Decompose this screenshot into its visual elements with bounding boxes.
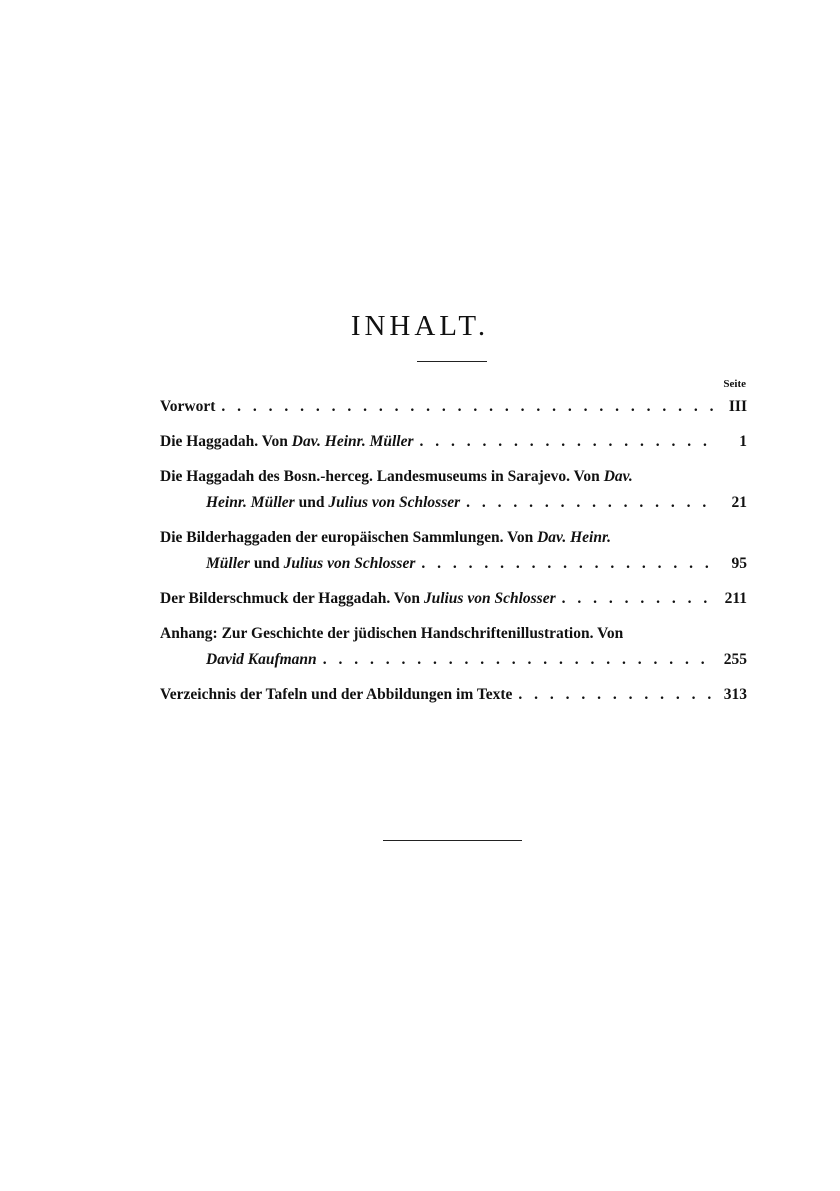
toc-entry [160, 682, 747, 708]
dot-leader [460, 490, 713, 516]
page-column-label: Seite [723, 378, 746, 390]
toc-entry [160, 621, 747, 673]
table-of-contents [160, 394, 747, 717]
author-name: Julius von Schlosser [423, 590, 556, 607]
toc-line [160, 464, 747, 490]
toc-line [160, 525, 747, 551]
toc-line [160, 394, 747, 420]
dot-leader [317, 647, 713, 673]
dot-leader [512, 682, 713, 708]
toc-line [160, 429, 747, 455]
page-number: 255 [723, 651, 747, 668]
toc-line [160, 490, 747, 516]
title-text: Der Bilderschmuck der Haggadah. Von [160, 590, 424, 607]
bottom-divider [383, 840, 522, 841]
toc-entry [160, 464, 747, 516]
toc-entry [160, 394, 747, 420]
toc-entry [160, 429, 747, 455]
author-name: Dav. Heinr. Müller [291, 433, 414, 450]
title-text: Vorwort [160, 398, 216, 415]
toc-line [160, 586, 747, 612]
page-number: 21 [731, 494, 747, 511]
title-divider [417, 361, 487, 362]
toc-entry-title [160, 682, 512, 708]
toc-entry [160, 586, 747, 612]
title-text: und [294, 494, 329, 511]
title-text: Die Bilderhaggaden der europäischen Sammlungen. Von [160, 529, 538, 546]
page-number: 95 [731, 555, 747, 572]
page-number: 313 [723, 686, 747, 703]
toc-line [160, 682, 747, 708]
author-name: Dav. [603, 468, 633, 485]
title-text: Verzeichnis der Tafeln und der Abbildungen im Texte [160, 686, 513, 703]
dot-leader [414, 429, 713, 455]
toc-entry-title [206, 551, 415, 577]
dot-leader [215, 394, 713, 420]
toc-line [160, 647, 747, 673]
toc-line [160, 621, 747, 647]
page-number: III [728, 398, 747, 415]
toc-entry [160, 525, 747, 577]
author-name: Dav. Heinr. [537, 529, 612, 546]
page-title: INHALT. [350, 310, 490, 342]
author-name: Julius von Schlosser [283, 555, 416, 572]
title-text: und [249, 555, 284, 572]
title-text: Anhang: Zur Geschichte der jüdischen Handschriftenillustration. Von [160, 625, 624, 642]
title-text: Die Haggadah des Bosn.-herceg. Landesmuseums in Sarajevo. Von [160, 468, 604, 485]
author-name: Heinr. Müller [206, 494, 295, 511]
toc-entry-title [160, 525, 611, 551]
toc-entry-title [160, 621, 623, 647]
author-name: Müller [206, 555, 250, 572]
toc-entry-title [160, 429, 414, 455]
title-text: Die Haggadah. Von [160, 433, 292, 450]
author-name: Julius von Schlosser [328, 494, 461, 511]
dot-leader [415, 551, 713, 577]
toc-entry-title [160, 394, 215, 420]
toc-entry-title [160, 464, 633, 490]
author-name: David Kaufmann [206, 651, 317, 668]
toc-line [160, 551, 747, 577]
toc-entry-title [206, 490, 460, 516]
dot-leader [556, 586, 713, 612]
page-number: 1 [739, 433, 747, 450]
page-number: 211 [724, 590, 747, 607]
toc-entry-title [206, 647, 317, 673]
toc-entry-title [160, 586, 556, 612]
